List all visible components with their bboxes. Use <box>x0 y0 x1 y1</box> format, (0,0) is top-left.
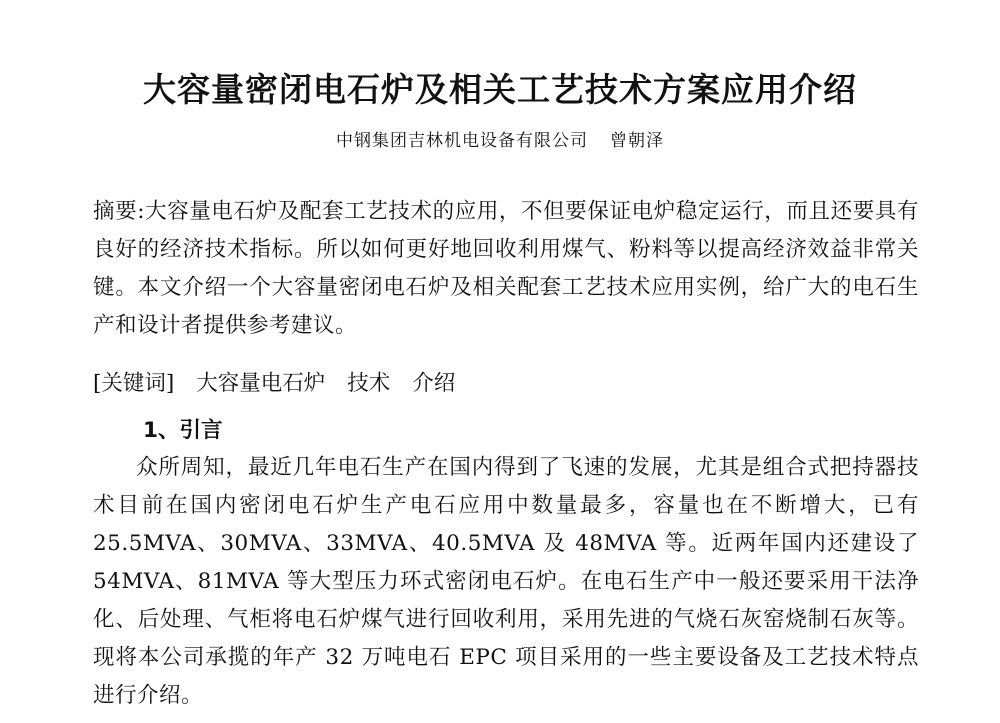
keyword-item: 介绍 <box>412 371 456 396</box>
author-name: 曾朝泽 <box>610 131 664 151</box>
section-heading: 1、引言 <box>143 418 223 443</box>
organization-name: 中钢集团吉林机电设备有限公司 <box>336 131 588 151</box>
keyword-item: 技术 <box>347 371 391 396</box>
byline <box>0 128 1000 154</box>
document-title: 大容量密闭电石炉及相关工艺技术方案应用介绍 <box>143 70 857 109</box>
keyword-item: 大容量电石炉 <box>196 371 326 396</box>
section-body-paragraph: 众所周知，最近几年电石生产在国内得到了飞速的发展，尤其是组合式把持器技术目前在国内密闭电石炉生产电石应用中数量最多，容量也在不断增大，已有 25.5MVA、30MVA、33MVA、40.5MVA 及 48MVA 等。近两年国内还建设了 54MVA、81MVA 等大型压力环式密闭电石炉。在电石生产中一般还要采用干法净化、后处理、气柜将电石炉煤气进行回收利用，采用先进的气烧石灰窑烧制石灰等。现将本公司承揽的年产 32 万吨电石 EPC 项目采用的一些主要设备及工艺技术特点进行介绍。 <box>93 455 919 708</box>
keywords-label: [关键词] <box>93 371 175 396</box>
keywords-line <box>93 365 455 403</box>
abstract-paragraph: 摘要:大容量电石炉及配套工艺技术的应用，不但要保证电炉稳定运行，而且还要具有良好的经济技术指标。所以如何更好地回收利用煤气、粉料等以提高经济效益非常关键。本文介绍一个大容量密闭电石炉及相关配套工艺技术应用实例，给广大的电石生产和设计者提供参考建议。 <box>93 199 919 338</box>
